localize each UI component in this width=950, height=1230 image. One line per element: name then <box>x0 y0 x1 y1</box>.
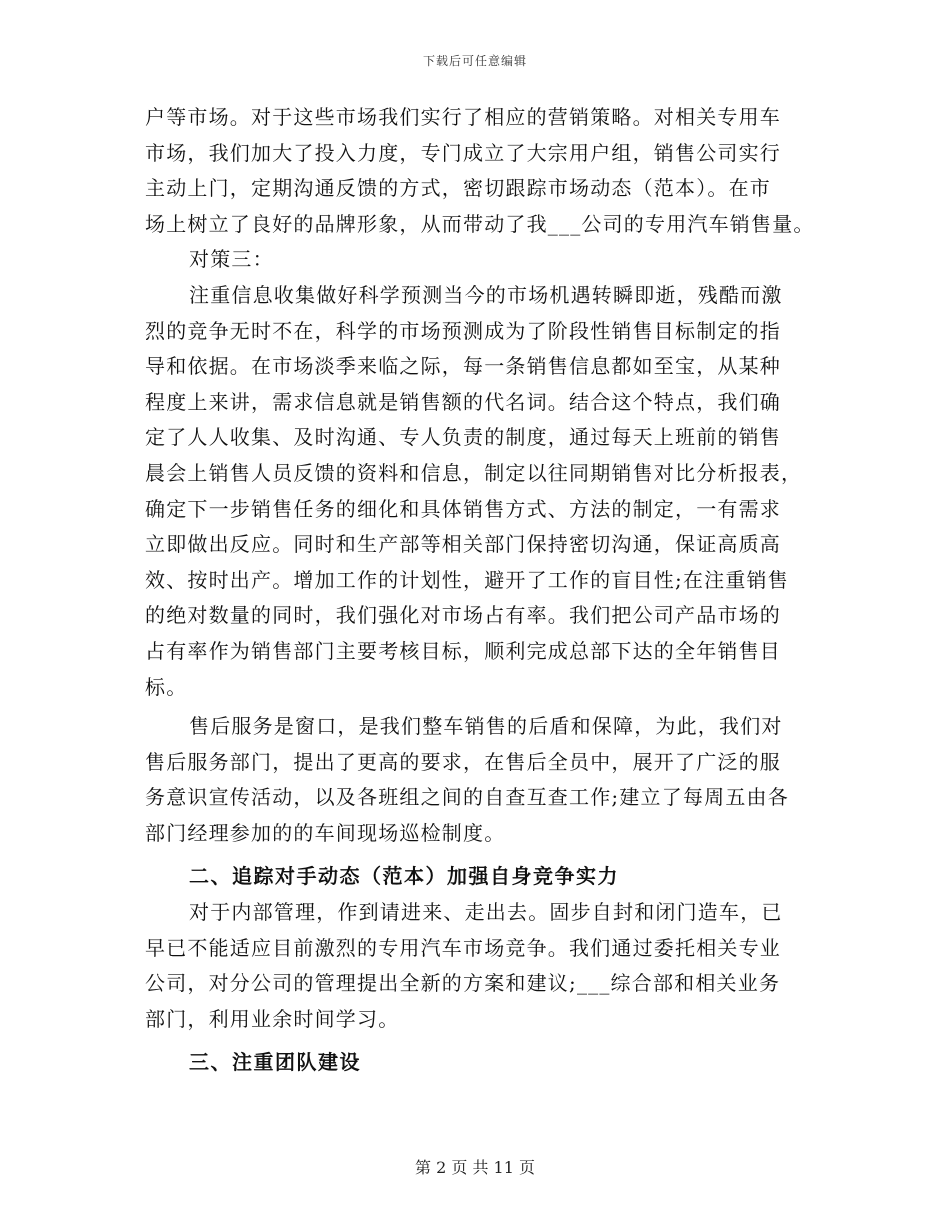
body-line: 烈的竞争无时不在，科学的市场预测成为了阶段性销售目标制定的指 <box>145 318 781 343</box>
body-line: 场上树立了良好的品牌形象，从而带动了我___公司的专用汽车销售量。 <box>145 211 815 236</box>
body-line: 占有率作为销售部门主要考核目标，顺利完成总部下达的全年销售目 <box>145 638 781 663</box>
body-line: 立即做出反应。同时和生产部等相关部门保持密切沟通，保证高质高 <box>145 532 781 557</box>
body-line: 主动上门，定期沟通反馈的方式，密切跟踪市场动态（范本）。在市 <box>145 176 771 201</box>
body-line: 标。 <box>145 674 188 699</box>
body-line: 晨会上销售人员反馈的资料和信息，制定以往同期销售对比分析报表， <box>145 460 803 485</box>
body-line: 市场，我们加大了投入力度，专门成立了大宗用户组，销售公司实行 <box>145 140 781 165</box>
page-header-note: 下载后可任意编辑 <box>422 54 527 68</box>
body-line: 注重信息收集做好科学预测当今的市场机遇转瞬即逝，残酷而激 <box>189 282 783 307</box>
body-line: 早已不能适应目前激烈的专用汽车市场竞争。我们通过委托相关专业 <box>145 935 781 960</box>
body-line: 户等市场。对于这些市场我们实行了相应的营销策略。对相关专用车 <box>145 105 781 129</box>
body-line: 务意识宣传活动，以及各班组之间的自查互查工作;建立了每周五由各 <box>145 785 789 810</box>
body-line: 部门，利用业余时间学习。 <box>145 1006 400 1031</box>
document-body <box>145 100 815 1081</box>
body-line: 售后服务是窗口，是我们整车销售的后盾和保障，为此，我们对 <box>189 714 783 739</box>
body-line: 效、按时出产。增加工作的计划性，避开了工作的盲目性;在注重销售 <box>145 567 789 592</box>
body-line: 确定下一步销售任务的细化和具体销售方式、方法的制定，一有需求 <box>145 496 781 521</box>
body-line: 对于内部管理，作到请进来、走出去。固步自封和闭门造车，已 <box>189 900 783 925</box>
body-line: 定了人人收集、及时沟通、专人负责的制度，通过每天上班前的销售 <box>145 425 781 450</box>
section-heading: 三、注重团队建设 <box>189 1050 361 1075</box>
body-line: 程度上来讲，需求信息就是销售额的代名词。结合这个特点，我们确 <box>145 389 781 414</box>
body-line: 公司，对分公司的管理提出全新的方案和建议;___综合部和相关业务 <box>145 971 781 996</box>
section-label: 对策三： <box>189 247 274 272</box>
section-heading: 二、追踪对手动态（范本）加强自身竞争实力 <box>189 864 619 889</box>
body-line: 的绝对数量的同时，我们强化对市场占有率。我们把公司产品市场的 <box>145 603 781 628</box>
body-line: 部门经理参加的的车间现场巡检制度。 <box>145 820 506 845</box>
body-line: 导和依据。在市场淡季来临之际，每一条销售信息都如至宝，从某种 <box>145 354 781 379</box>
page-number: 第 2 页 共 11 页 <box>415 1158 535 1177</box>
body-line: 售后服务部门，提出了更高的要求，在售后全员中，展开了广泛的服 <box>145 749 781 774</box>
